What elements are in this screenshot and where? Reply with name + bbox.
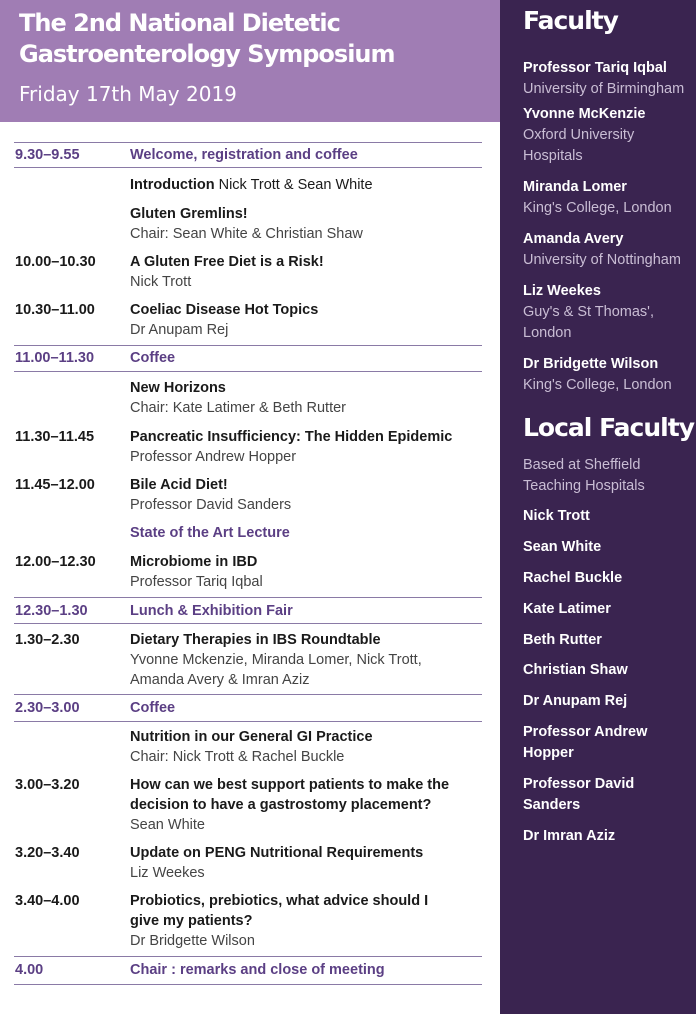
faculty-member (523, 229, 696, 271)
divider (14, 167, 482, 168)
local-faculty-member: Rachel Buckle (523, 570, 623, 586)
session-speaker: Dr Anupam Rej (130, 322, 229, 338)
session-time: 3.40–4.00 (15, 893, 80, 909)
session-title: Probiotics, prebiotics, what advice should I (130, 893, 429, 909)
session-title: Microbiome in IBD (130, 554, 258, 570)
faculty-name: Liz Weekes (523, 283, 601, 299)
divider (14, 371, 482, 372)
session-speaker: Liz Weekes (130, 865, 205, 881)
session-speaker: Sean White (130, 817, 205, 833)
session-time: 11.00–11.30 (15, 350, 95, 366)
note-line: Based at Sheffield (523, 457, 641, 473)
divider (14, 597, 482, 598)
session-time: 1.30–2.30 (15, 632, 80, 648)
divider (14, 345, 482, 346)
local-faculty-note (523, 455, 645, 497)
session-time: 11.30–11.45 (15, 429, 95, 445)
local-faculty-member: Sean White (523, 539, 602, 555)
local-faculty-heading: Local Faculty (523, 413, 694, 442)
faculty-affiliation: Hospitals (523, 148, 583, 164)
session-time: 9.30–9.55 (15, 147, 80, 163)
local-faculty-member: Professor Andrew (523, 724, 648, 740)
session-title: Nutrition in our General GI Practice (130, 729, 373, 745)
session-time: 11.45–12.00 (15, 477, 95, 493)
session-speaker: Professor Andrew Hopper (130, 449, 297, 465)
session-time: 4.00 (15, 962, 44, 978)
session-time: 12.00–12.30 (15, 554, 96, 570)
session-chair: Chair: Nick Trott & Rachel Buckle (130, 749, 345, 765)
session-title: Welcome, registration and coffee (130, 147, 358, 163)
local-faculty-member: Beth Rutter (523, 632, 602, 648)
session-speaker: Professor Tariq Iqbal (130, 574, 263, 590)
session-title: Update on PENG Nutritional Requirements (130, 845, 424, 861)
faculty-member (523, 177, 696, 219)
session-title: Coeliac Disease Hot Topics (130, 302, 319, 318)
faculty-sidebar (500, 0, 696, 1014)
faculty-affiliation: London (523, 325, 572, 341)
session-title: Bile Acid Diet! (130, 477, 228, 493)
local-faculty-member: Hopper (523, 745, 574, 761)
faculty-name: Amanda Avery (523, 231, 624, 247)
local-faculty-member: Dr Anupam Rej (523, 693, 628, 709)
session-title: Pancreatic Insufficiency: The Hidden Epidemic (130, 429, 453, 445)
faculty-affiliation: University of Nottingham (523, 252, 681, 268)
local-faculty-member: Nick Trott (523, 508, 590, 524)
faculty-name: Dr Bridgette Wilson (523, 356, 659, 372)
faculty-affiliation: King's College, London (523, 200, 672, 216)
faculty-name: Yvonne McKenzie (523, 106, 646, 122)
local-faculty-member: Professor David (523, 776, 635, 792)
divider (14, 721, 482, 722)
faculty-member (523, 58, 696, 100)
session-time: 3.20–3.40 (15, 845, 80, 861)
session-title: How can we best support patients to make the (130, 777, 450, 793)
header-banner (0, 0, 500, 122)
session-speakers: Nick Trott & Sean White (218, 177, 373, 193)
session-speaker: Dr Bridgette Wilson (130, 933, 255, 949)
title-line-2: Gastroenterology Symposium (19, 40, 395, 68)
session-time: 10.30–11.00 (15, 302, 95, 318)
session-speakers: Amanda Avery & Imran Aziz (130, 672, 310, 688)
divider (14, 956, 482, 957)
session-time: 3.00–3.20 (15, 777, 80, 793)
session-title: Lunch & Exhibition Fair (130, 603, 293, 619)
session-title: Coffee (130, 350, 176, 366)
faculty-member (523, 354, 696, 396)
session-title: New Horizons (130, 380, 226, 396)
session-time: 10.00–10.30 (15, 254, 96, 270)
session-title: Dietary Therapies in IBS Roundtable (130, 632, 381, 648)
session-title: Chair : remarks and close of meeting (130, 962, 385, 978)
session-title: give my patients? (130, 913, 253, 929)
note-line: Teaching Hospitals (523, 478, 645, 494)
divider (14, 694, 482, 695)
faculty-affiliation: King's College, London (523, 377, 672, 393)
faculty-affiliation: Oxford University (523, 127, 635, 143)
faculty-member (523, 281, 696, 344)
local-faculty-member: Dr Imran Aziz (523, 828, 616, 844)
session-time: 12.30–1.30 (15, 603, 88, 619)
faculty-affiliation: Guy's & St Thomas', (523, 304, 654, 320)
session-speakers: Yvonne Mckenzie, Miranda Lomer, Nick Trott, (130, 652, 422, 668)
session-title: A Gluten Free Diet is a Risk! (130, 254, 324, 270)
divider (14, 984, 482, 985)
divider (14, 623, 482, 624)
local-faculty-member: Sanders (523, 797, 581, 813)
faculty-heading: Faculty (523, 6, 618, 35)
session-title: Coffee (130, 700, 176, 716)
session-chair: Chair: Kate Latimer & Beth Rutter (130, 400, 346, 416)
session-speaker: Professor David Sanders (130, 497, 292, 513)
faculty-name: Miranda Lomer (523, 179, 627, 195)
lecture-heading: State of the Art Lecture (130, 525, 290, 541)
session-title: Introduction (130, 177, 215, 193)
title-line-1: The 2nd National Dietetic (19, 9, 340, 37)
session-title: decision to have a gastrostomy placement? (130, 797, 432, 813)
local-faculty-member: Christian Shaw (523, 662, 628, 678)
faculty-name: Professor Tariq Iqbal (523, 60, 667, 76)
faculty-member (523, 104, 696, 167)
divider (14, 142, 482, 143)
event-title (19, 8, 489, 70)
local-faculty-member: Kate Latimer (523, 601, 611, 617)
faculty-affiliation: University of Birmingham (523, 81, 685, 97)
session-speaker: Nick Trott (130, 274, 192, 290)
session-time: 2.30–3.00 (15, 700, 80, 716)
session-title: Gluten Gremlins! (130, 206, 248, 222)
session-chair: Chair: Sean White & Christian Shaw (130, 226, 363, 242)
event-date: Friday 17th May 2019 (19, 82, 237, 106)
